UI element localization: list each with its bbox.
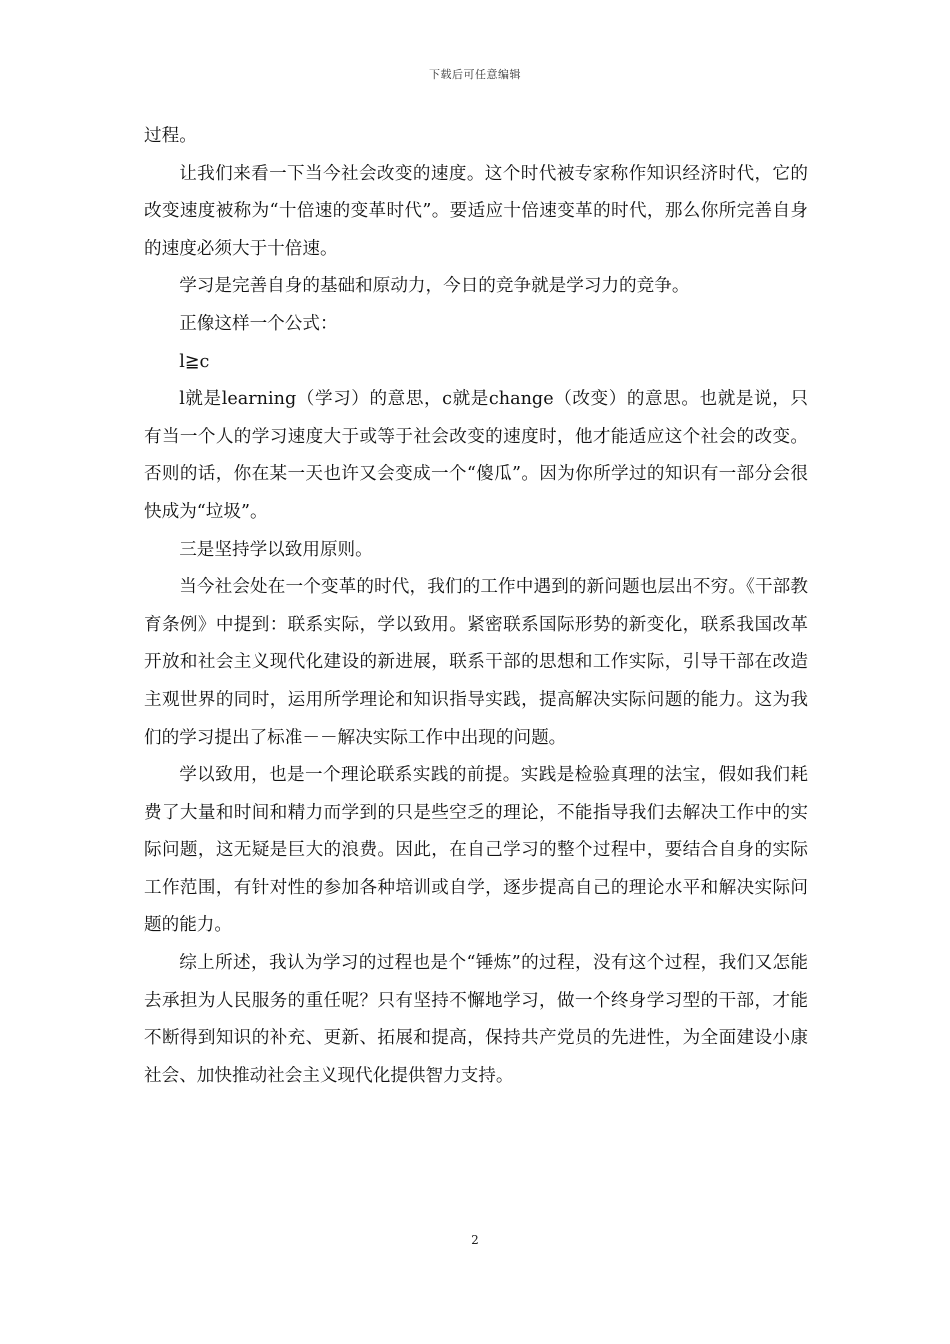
paragraph-4: 正像这样一个公式： [179, 313, 338, 334]
document-body [144, 118, 808, 1095]
formula-line: l≧c [179, 351, 210, 372]
paragraph-10: 综上所述，我认为学习的过程也是个“锤炼”的过程，没有这个过程，我们又怎能去承担为人民服务的重任呢？只有坚持不懈地学习，做一个终身学习型的干部，才能不断得到知识的补充、更新、拓展和提高，保持共产党员的先进性，为全面建设小康社会、加快推动社会主义现代化提供智力支持。 [144, 953, 808, 1086]
paragraph-9: 学以致用，也是一个理论联系实践的前提。实践是检验真理的法宝，假如我们耗费了大量和时间和精力而学到的只是些空乏的理论，不能指导我们去解决工作中的实际问题，这无疑是巨大的浪费。因此，在自己学习的整个过程中，要结合自身的实际工作范围，有针对性的参加各种培训或自学，逐步提高自己的理论水平和解决实际问题的能力。 [144, 765, 808, 936]
page-number: 2 [471, 1233, 479, 1247]
paragraph-2: 让我们来看一下当今社会改变的速度。这个时代被专家称作知识经济时代，它的改变速度被称为“十倍速的变革时代”。要适应十倍速变革的时代，那么你所完善自身的速度必须大于十倍速。 [144, 163, 808, 259]
paragraph-6: l就是learning（学习）的意思，c就是change（改变）的意思。也就是说，只有当一个人的学习速度大于或等于社会改变的速度时，他才能适应这个社会的改变。否则的话，你在某一天也许又会变成一个“傻瓜”。因为你所学过的知识有一部分会很快成为“垃圾”。 [144, 389, 808, 522]
page-header: 下载后可任意编辑 [429, 68, 521, 81]
paragraph-8: 当今社会处在一个变革的时代，我们的工作中遇到的新问题也层出不穷。《干部教育条例》中提到：联系实际，学以致用。紧密联系国际形势的新变化，联系我国改革开放和社会主义现代化建设的新进展，联系干部的思想和工作实际，引导干部在改造主观世界的同时，运用所学理论和知识指导实践，提高解决实际问题的能力。这为我们的学习提出了标准－－解决实际工作中出现的问题。 [144, 577, 808, 748]
paragraph-1: 过程。 [144, 126, 197, 146]
paragraph-3: 学习是完善自身的基础和原动力，今日的竞争就是学习力的竞争。 [179, 276, 690, 297]
paragraph-7: 三是坚持学以致用原则。 [179, 539, 373, 560]
